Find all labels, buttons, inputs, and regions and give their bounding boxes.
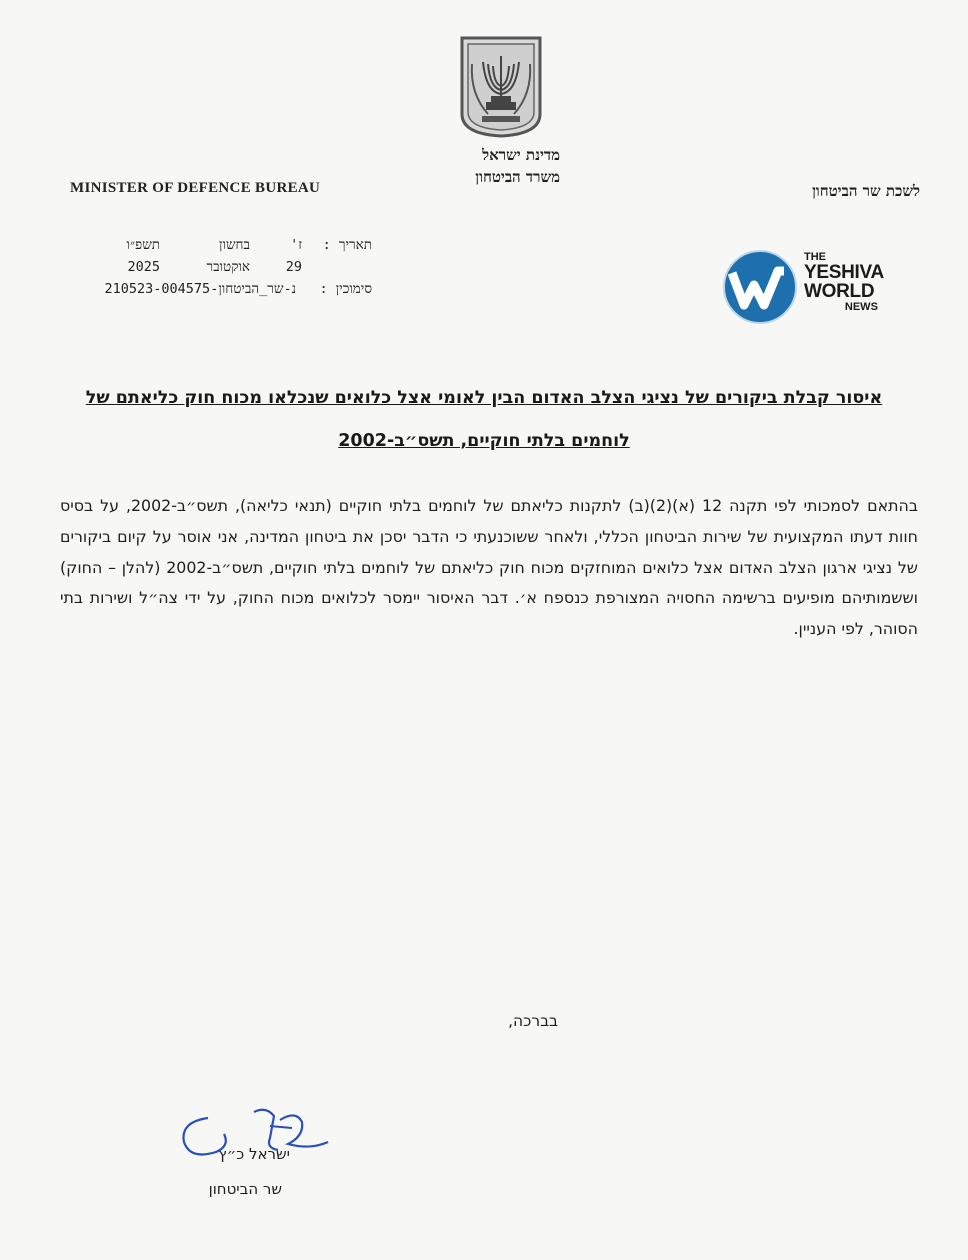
greg-month: אוקטובר (206, 259, 250, 275)
reference-row (72, 278, 372, 300)
bureau-title-english: MINISTER OF DEFENCE BUREAU (70, 180, 321, 196)
yeshiva-world-logo-icon (722, 247, 802, 327)
letter-meta (72, 234, 372, 300)
watermark-news: NEWS (844, 301, 878, 313)
closing-greeting: בברכה, (508, 1012, 558, 1030)
watermark-world: WORLD (804, 281, 875, 302)
date-row-gregorian (72, 256, 372, 278)
greg-day: 29 (285, 259, 302, 275)
watermark-yeshiva: YESHIVA (804, 262, 884, 283)
hebrew-month: בחשון (219, 237, 250, 253)
ministry-line-defense: משרד הביטחון (475, 168, 560, 186)
body-paragraph: בהתאם לסמכותי לפי תקנה 12 (א)(2)(ב) לתקנות כליאתם של לוחמים בלתי חוקיים (תנאי כליאה), תשס״ב-2002, על בסיס חוות דעתו המקצועית של שירות הביטחון הכללי, ולאחר ששוכנעתי כי הדבר יסכן את ביטחון המדינה, אני אוסר על קיום ביקורים של נציגי ארגון הצלב האדום אצל כלואים המוחזקים מכוח חוק כליאתם של לוחמים בלתי חוקיים, תשס״ב-2002 (להלן – החוק) וששמותיהם מופיעים ברשימה החסויה המצורפת כנספח א׳. דבר האיסור יימסר לכלואים מכוח החוק, על ידי צה״ל ושירות בתי הסוהר, לפי העניין. (60, 496, 918, 639)
subject-line-1: איסור קבלת ביקורים של נציגי הצלב האדום הבין לאומי אצל כלואים שנכלאו מכוח חוק כליאתם של (85, 388, 883, 408)
hebrew-day: ז' (290, 237, 302, 253)
watermark-logo (722, 247, 902, 327)
letter-body (60, 491, 918, 645)
greg-year: 2025 (127, 259, 160, 275)
subject-line-2: לוחמים בלתי חוקיים, תשס״ב-2002 (338, 431, 630, 451)
date-label: תאריך : (322, 237, 372, 253)
bureau-title-hebrew: לשכת שר הביטחון (812, 182, 920, 200)
hebrew-year: תשפ״ו (126, 237, 160, 253)
ministry-heading (430, 144, 560, 188)
date-row-hebrew (72, 234, 372, 256)
watermark-the: THE (804, 251, 826, 263)
reference-value: נ-שר_הביטחון-210523-004575 (104, 281, 296, 297)
reference-label: סימוכין : (319, 281, 372, 297)
signer-title: שר הביטחון (208, 1180, 282, 1198)
watermark-wordmark (804, 252, 884, 313)
signer-name: ישראל כ״ץ (218, 1145, 290, 1163)
ministry-line-state: מדינת ישראל (482, 146, 560, 164)
state-emblem-icon (458, 34, 544, 138)
